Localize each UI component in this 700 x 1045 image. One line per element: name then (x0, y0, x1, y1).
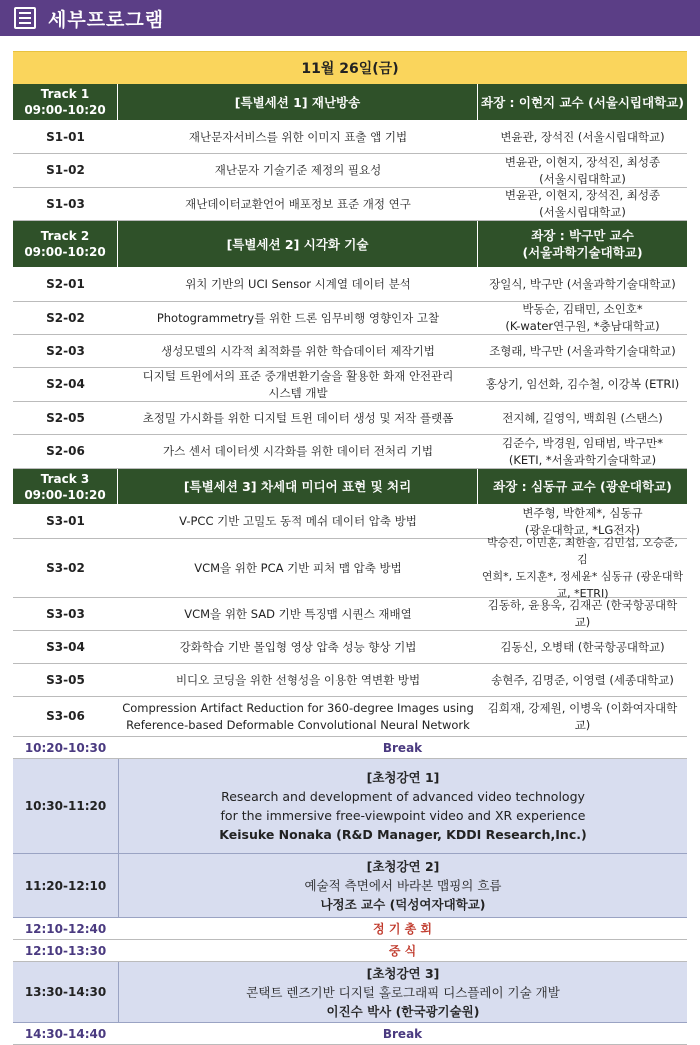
keynote-time: 11:20-12:10 (13, 854, 119, 917)
keynote-title: for the immersive free-viewpoint video and XR experience (220, 808, 586, 823)
table-row (13, 402, 687, 435)
track-header (13, 221, 687, 268)
paper-title: 가스 센서 데이터셋 시각화를 위한 데이터 전처리 기법 (163, 444, 433, 458)
table-row (13, 188, 687, 221)
keynote-time: 10:30-11:20 (13, 759, 119, 853)
track-time: Track 3 09:00-10:20 (13, 469, 118, 504)
paper-title: 생성모델의 시각적 최적화를 위한 학습데이터 제작기법 (161, 343, 435, 358)
paper-id: S3-06 (46, 709, 85, 723)
keynote-label: [초청강연 2] (366, 859, 440, 874)
paper-authors: 송현주, 김명준, 이영렬 (세종대학교) (491, 672, 674, 687)
session-title: [특별세션 3] 차세대 미디어 표현 및 처리 (118, 469, 478, 504)
break-time: 12:10-13:30 (24, 943, 107, 958)
table-row (13, 598, 687, 631)
paper-authors: 변주형, 박한제*, 심동규 (광운대학교, *LG전자) (522, 505, 643, 537)
paper-id: S3-03 (46, 606, 85, 621)
keynote-speaker: 나정조 교수 (덕성여자대학교) (320, 897, 486, 912)
table-row (13, 631, 687, 664)
paper-authors: 박동순, 김태민, 소인호* (K-water연구원, *충남대학교) (505, 302, 660, 333)
paper-authors: 홍상기, 임선화, 김수철, 이강복 (ETRI) (485, 377, 680, 391)
paper-title: VCM을 위한 PCA 기반 피처 맵 압축 방법 (194, 560, 402, 575)
keynote-row (13, 854, 687, 918)
paper-id: S1-03 (46, 196, 85, 211)
program (13, 737, 687, 1045)
break-row (13, 918, 687, 940)
track-header (13, 84, 687, 121)
keynote-row (13, 759, 687, 854)
paper-authors: 변윤관, 이현지, 장석진, 최성종 (서울시립대학교) (504, 154, 661, 186)
keynote-row (13, 962, 687, 1023)
paper-title: 초정밀 가시화를 위한 디지털 트윈 데이터 생성 및 저작 플랫폼 (142, 410, 454, 425)
table-row (13, 435, 687, 469)
paper-authors: 김동신, 오병태 (한국항공대학교) (500, 639, 665, 654)
table-row (13, 268, 687, 302)
break-label: 정 기 총 회 (373, 922, 432, 936)
table-row (13, 697, 687, 737)
paper-title: 재난데이터교환언어 배포정보 표준 개정 연구 (185, 196, 411, 211)
date-banner: 11월 26일(금) (13, 51, 687, 84)
paper-id: S1-02 (46, 163, 85, 177)
paper-id: S2-06 (46, 444, 85, 458)
session-title: [특별세션 1] 재난방송 (118, 84, 478, 120)
schedule-table (13, 51, 687, 1045)
table-row (13, 302, 687, 335)
keynote-body (119, 854, 687, 917)
keynote-speaker: Keisuke Nonaka (R&D Manager, KDDI Research,Inc.) (219, 827, 587, 842)
paper-id: S3-01 (46, 514, 85, 528)
break-label: Break (382, 740, 423, 755)
table-row (13, 154, 687, 188)
page-header (0, 0, 700, 36)
paper-id: S3-05 (46, 672, 85, 687)
paper-title: Photogrammetry를 위한 드론 임무비행 영향인자 고찰 (156, 310, 440, 325)
table-row (13, 121, 687, 154)
break-label: Break (382, 1026, 423, 1041)
break-row (13, 940, 687, 962)
paper-authors: 김희재, 강제원, 이병욱 (이화여자대학교) (487, 700, 678, 732)
paper-authors: 박승진, 이민훈, 최한솔, 김민섭, 오승준, 김 연희*, 도지훈*, 정세윤* 심동규 (광운대학교, *ETRI) (481, 536, 684, 600)
paper-title: 비디오 코딩을 위한 선형성을 이용한 역변환 방법 (175, 672, 421, 687)
break-row (13, 737, 687, 759)
paper-id: S3-02 (46, 560, 85, 575)
page-title: 세부프로그램 (48, 8, 165, 31)
paper-title: VCM을 위한 SAD 기반 특징맵 시퀀스 재배열 (184, 606, 412, 621)
keynote-body (119, 962, 687, 1022)
keynote-speaker: 이진수 박사 (한국광기술원) (326, 1003, 480, 1019)
paper-title: 재난문자서비스를 위한 이미지 표출 앱 기법 (188, 129, 408, 144)
table-row (13, 368, 687, 402)
break-time: 10:20-10:30 (24, 740, 107, 755)
paper-title: 재난문자 기술기준 제정의 필요성 (214, 163, 382, 177)
paper-authors: 전지혜, 길영익, 백희원 (스탠스) (502, 410, 663, 425)
keynote-label: [초청강연 3] (366, 965, 440, 981)
table-row (13, 664, 687, 697)
break-label: 중 식 (388, 944, 417, 958)
sessions (13, 84, 687, 737)
paper-id: S2-01 (46, 277, 85, 291)
keynote-title: 콘택트 렌즈기반 디지털 홀로그래픽 디스플레이 기술 개발 (246, 984, 560, 1000)
break-time: 12:10-12:40 (24, 921, 107, 936)
track-header (13, 469, 687, 505)
paper-authors: 변윤관, 장석진 (서울시립대학교) (500, 129, 665, 144)
keynote-title: 예술적 측면에서 바라본 맵핑의 흐름 (304, 878, 502, 893)
paper-authors: 변윤관, 이현지, 장석진, 최성종 (서울시립대학교) (504, 188, 661, 219)
document-list-icon (14, 7, 36, 29)
paper-id: S1-01 (46, 129, 85, 144)
paper-title: 디지털 트윈에서의 표준 중개변환기술을 활용한 화재 안전관리 시스템 개발 (142, 368, 454, 400)
keynote-title: Research and development of advanced video technology (221, 789, 585, 804)
keynote-time: 13:30-14:30 (13, 962, 119, 1022)
paper-authors: 조형래, 박구만 (서울과학기술대학교) (489, 343, 676, 358)
paper-id: S2-02 (46, 310, 85, 325)
session-chair: 좌장 : 이현지 교수 (서울시립대학교) (481, 94, 684, 110)
track-time: Track 1 09:00-10:20 (13, 84, 118, 120)
session-chair: 좌장 : 박구만 교수 (서울과학기술대학교) (522, 228, 643, 260)
session-chair: 좌장 : 심동규 교수 (광운대학교) (493, 479, 672, 494)
paper-authors: 김준수, 박경원, 임태범, 박구만* (KETI, *서울과학기술대학교) (502, 435, 663, 467)
break-row (13, 1023, 687, 1045)
session-title: [특별세션 2] 시각화 기술 (118, 221, 478, 267)
track-time: Track 2 09:00-10:20 (13, 221, 118, 267)
keynote-label: [초청강연 1] (366, 770, 440, 785)
keynote-body (119, 759, 687, 853)
table-row (13, 536, 687, 600)
paper-title: 위치 기반의 UCI Sensor 시계열 데이터 분석 (185, 277, 411, 291)
paper-id: S2-04 (46, 377, 85, 391)
paper-id: S2-05 (46, 410, 85, 425)
break-time: 14:30-14:40 (24, 1026, 107, 1041)
paper-id: S2-03 (46, 343, 85, 358)
paper-authors: 김동하, 윤용욱, 김재곤 (한국항공대학교) (487, 598, 678, 629)
paper-title: V-PCC 기반 고밀도 동적 메쉬 데이터 압축 방법 (179, 514, 417, 528)
paper-title: 강화학습 기반 몰입형 영상 압축 성능 향상 기법 (179, 639, 417, 654)
paper-id: S3-04 (46, 639, 85, 654)
table-row (13, 335, 687, 368)
paper-title: Compression Artifact Reduction for 360-degree Images using Reference-based Deformable Convolutional Neural Network (122, 700, 474, 732)
paper-authors: 장일식, 박구만 (서울과학기술대학교) (489, 277, 676, 291)
